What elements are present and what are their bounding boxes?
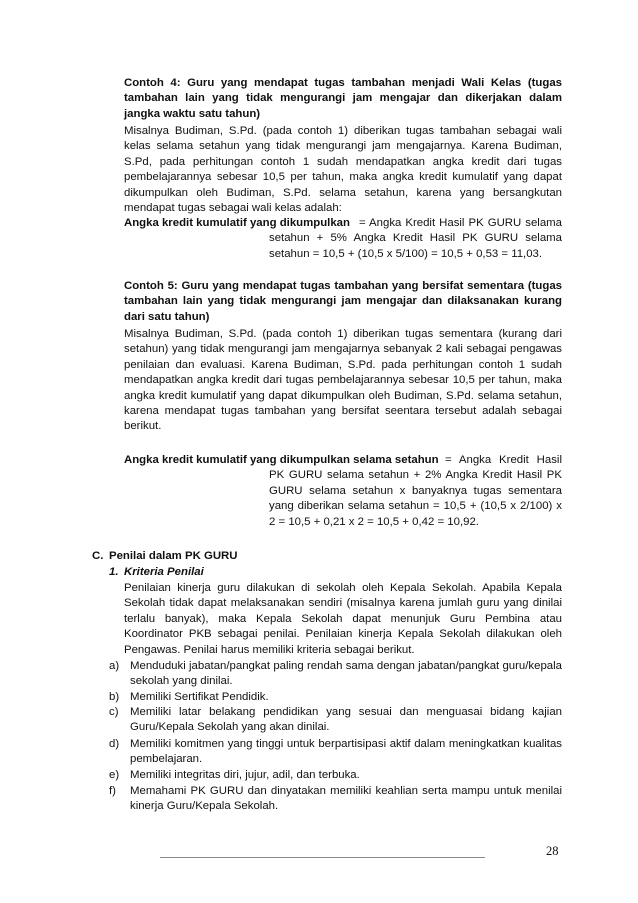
example4-formula-rest: = Angka Kredit Hasil PK GURU selama setahun + 5% Angka Kredit Hasil PK GURU selama setahun = 10,5 + (10,5 x 5/100) = 10,5 + 0,53 = 11,03. [269,217,562,260]
subsection-title: Kriteria Penilai [124,566,204,578]
example4-body: Misalnya Budiman, S.Pd. (pada contoh 1) diberikan tugas tambahan sebagai wali kelas selama setahun yang tidak mengurangi jam mengajarnya. Karena Budiman, S.Pd, pada perhitungan contoh 1 sudah mendapatkan angka kredit dari tugas pembelajarannya sebesar 10,5 per tahun, maka angka kredit kumulatif yang dapat dikumpulkan oleh Budiman, S.Pd. selama setahun, karena yang bersangkutan mendapat tugas sebagai wali kelas adalah: [124,125,562,215]
page-number: 28 [546,844,559,858]
criteria-text: Memahami PK GURU dan dinyatakan memiliki keahlian serta mampu untuk menilai kinerja Guru/Kepala Sekolah. [130,785,562,813]
criteria-text: Memiliki komitmen yang tinggi untuk berpartisipasi aktif dalam meningkatkan kualitas pembelajaran. [130,738,562,766]
section-c-title: Penilai dalam PK GURU [109,550,238,562]
criteria-text: Memiliki Sertifikat Pendidik. [130,691,269,703]
criteria-label: b) [109,691,120,703]
criteria-label: c) [109,706,119,718]
subsection-number: 1. [109,566,119,578]
criteria-text: Memiliki integritas diri, jujur, adil, dan terbuka. [130,769,360,781]
footer-rule [160,857,485,858]
criteria-label: d) [109,738,120,750]
example4-formula-label: Angka kredit kumulatif yang dikumpulkan [124,217,350,229]
criteria-text: Memiliki latar belakang pendidikan yang sesuai dan menguasai bidang kajian Guru/Kepala Sekolah yang akan dinilai. [130,706,562,734]
example5-formula-label: Angka kredit kumulatif yang dikumpulkan selama setahun [124,454,439,466]
example5-body: Misalnya Budiman, S.Pd. (pada contoh 1) diberikan tugas sementara (kurang dari setahun) yang tidak mengurangi jam mengajarnya sebanyak 2 kali sebagai pengawas penilaian dan evaluasi. Karena Budiman, S.Pd. pada perhitungan contoh 1 sudah mendapatkan angka kredit dari tugas pembelajarannya sebesar 10,5 per tahun, maka angka kredit kumulatif yang dapat dikumpulkan oleh Budiman, S.Pd. selama setahun, karena mendapat tugas tambahan yang bersifat seentara tersebut adalah sebagai berikut. [124,328,562,433]
section-c-body: Penilaian kinerja guru dilakukan di sekolah oleh Kepala Sekolah. Apabila Kepala Sekolah tidak dapat melaksanakan sendiri (misalnya karena jumlah guru yang dinilai terlalu banyak), maka Kepala Sekolah dapat menunjuk Guru Pembina atau Koordinator PKB sebagai penilai. Penilaian kinerja Kepala Sekolah dilakukan oleh Pengawas. Penilai harus memiliki kriteria sebagai berikut. [124,582,562,656]
example5-heading: Contoh 5: Guru yang mendapat tugas tambahan yang bersifat sementara (tugas tambahan lain yang tidak mengurangi jam mengajar dan dilaksanakan kurang dari satu tahun) [124,280,562,323]
criteria-label: f) [109,785,116,797]
criteria-label: e) [109,769,120,781]
example5-formula-rest: = Angka Kredit Hasil PK GURU selama setahun + 2% Angka Kredit Hasil PK GURU selama setahun x banyaknya tugas sementara yang diberikan selama setahun = 10,5 + (10,5 x 2/100) x 2 = 10,5 + 0,21 x 2 = 10,5 + 0,42 = 10,92. [269,454,562,528]
section-c-letter: C. [92,550,104,562]
example4-heading: Contoh 4: Guru yang mendapat tugas tambahan menjadi Wali Kelas (tugas tambahan lain yang tidak mengurangi jam mengajar dan dikerjakan dalam jangka waktu satu tahun) [124,77,562,120]
criteria-text: Menduduki jabatan/pangkat paling rendah sama dengan jabatan/pangkat guru/kepala sekolah yang dinilai. [130,660,562,688]
criteria-label: a) [109,660,120,672]
